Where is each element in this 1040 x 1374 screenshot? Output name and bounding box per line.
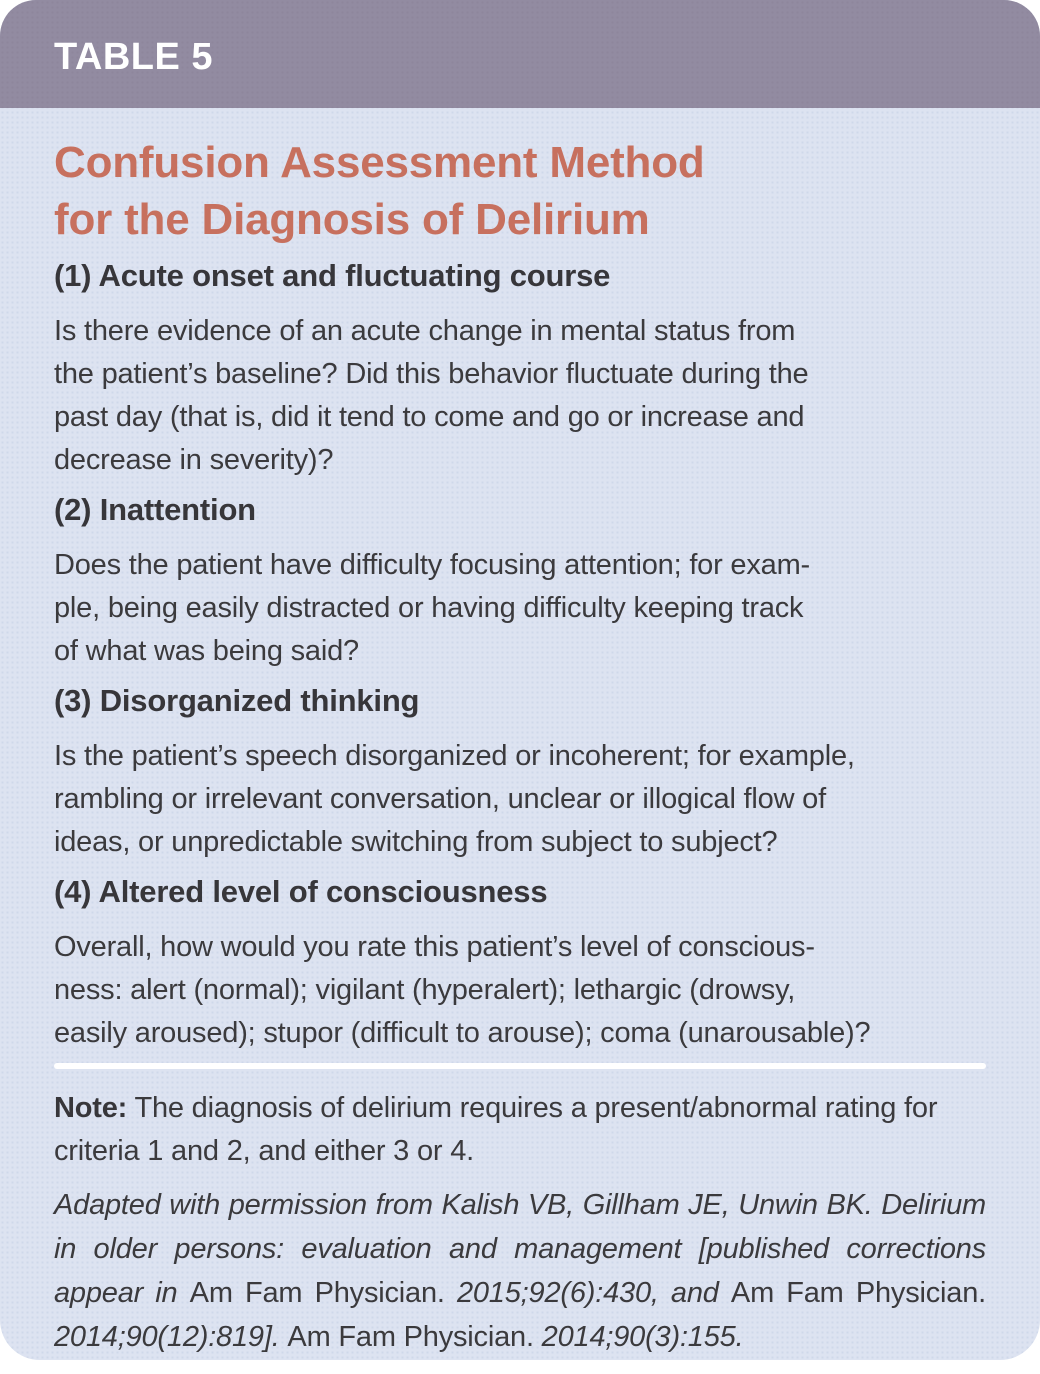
criterion-3-heading: (3) Disorganized thinking [54, 683, 420, 718]
note-text: The diagnosis of delirium requires a present/abnormal rating for criteria 1 and 2, and either 3 or 4. [54, 1092, 938, 1167]
journal-name: Am Fam Physician. [287, 1321, 542, 1353]
criterion-4-description: Overall, how would you rate this patient’s level of conscious- ness: alert (normal); vigilant (hyperalert); lethargic (drowsy, easily aroused); stupor (difficult to arouse); coma (unarousable)? [54, 931, 871, 1049]
footnote-divider [54, 1063, 986, 1069]
table-title: Confusion Assessment Method for the Diagnosis of Delirium [54, 138, 705, 244]
table-header-bar [0, 0, 1040, 108]
note-label: Note: [54, 1092, 128, 1124]
criterion-4-heading: (4) Altered level of consciousness [54, 874, 548, 909]
criterion-2-description: Does the patient have difficulty focusing attention; for exam- ple, being easily distracted or having difficulty keeping track of what was being said? [54, 549, 811, 667]
criterion-1-description: Is there evidence of an acute change in mental status from the patient’s baseline? Did this behavior fluctuate during the past day (that is, did it tend to come and go or increase and decrease in severity)? [54, 315, 809, 476]
journal-name: Am Fam Physician. [730, 1277, 986, 1309]
criterion-3-description: Is the patient’s speech disorganized or incoherent; for example, rambling or irrelevant conversation, unclear or illogical flow of ideas, or unpredictable switching from subject to subject? [54, 740, 855, 858]
note-paragraph [54, 1087, 986, 1173]
citation-detail: 2015;92(6):430, and [456, 1277, 731, 1309]
attribution-paragraph [54, 1183, 986, 1359]
journal-name: Am Fam Physician. [189, 1277, 457, 1309]
citation-detail: 2014;90(3):155. [541, 1321, 744, 1353]
table-number-label: TABLE 5 [54, 35, 214, 78]
table-body [0, 134, 1040, 1359]
citation-detail: 2014;90(12):819]. [54, 1321, 288, 1353]
attribution-segment: Adapted with permission from Kalish VB, Gillham JE, Unwin BK. Delirium in older persons: evaluation and management [published corrections appear in [54, 1189, 986, 1309]
criterion-2-heading: (2) Inattention [54, 492, 256, 527]
criterion-1-heading: (1) Acute onset and fluctuating course [54, 258, 611, 293]
